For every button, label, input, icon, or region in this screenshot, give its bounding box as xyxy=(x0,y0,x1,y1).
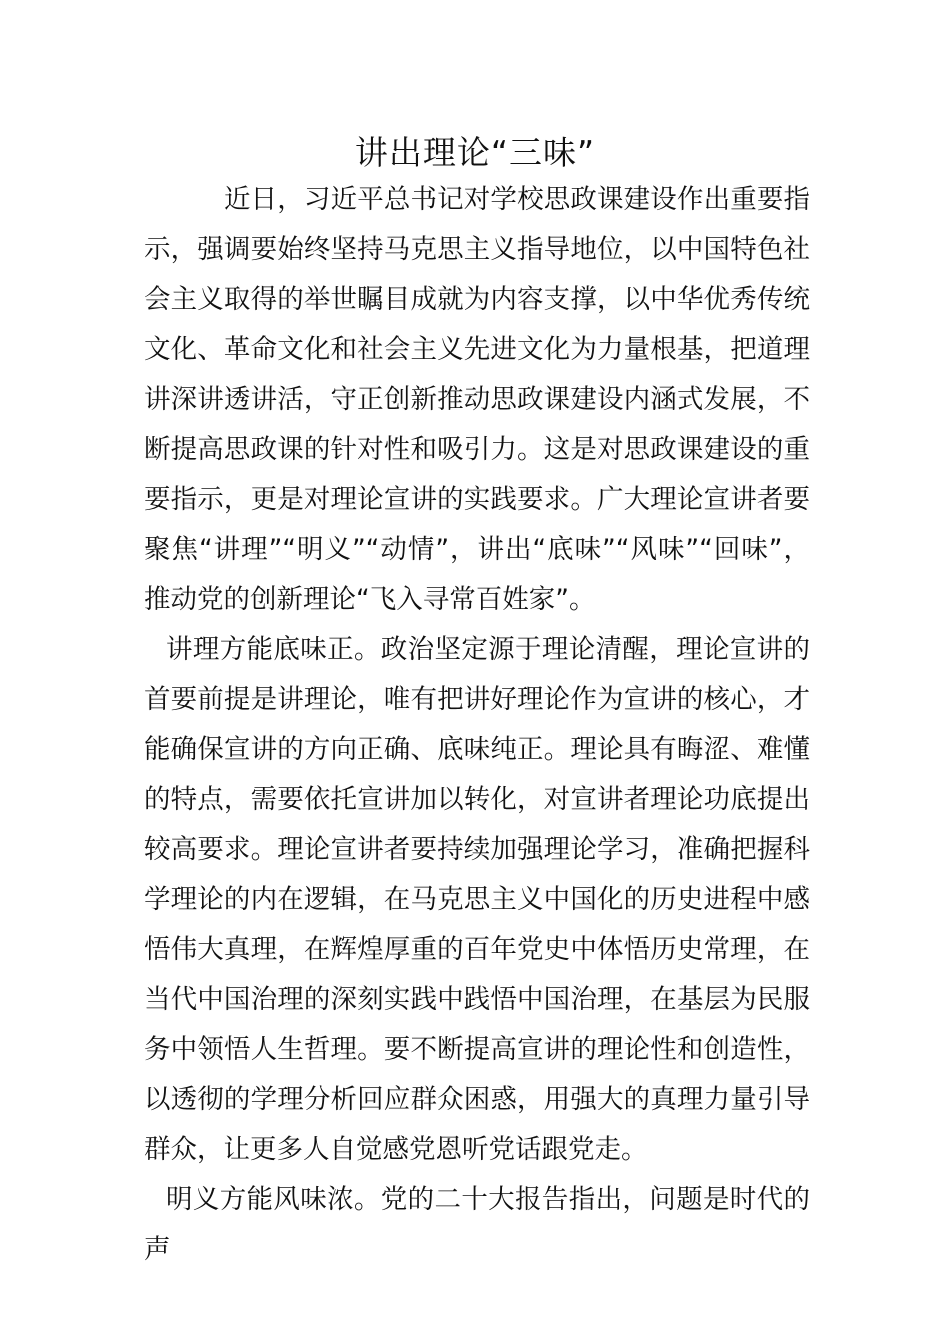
paragraph-jiangli: 讲理方能底味正。政治坚定源于理论清醒，理论宣讲的首要前提是讲理论，唯有把讲好理论作为宣讲的核心，才能确保宣讲的方向正确、底味纯正。理论具有晦涩、难懂的特点，需要依托宣讲加以转化，对宣讲者理论功底提出较高要求。理论宣讲者要持续加强理论学习，准确把握科学理论的内在逻辑，在马克思主义中国化的历史进程中感悟伟大真理，在辉煌厚重的百年党史中体悟历史常理，在当代中国治理的深刻实践中践悟中国治理，在基层为民服务中领悟人生哲理。要不断提高宣讲的理论性和创造性，以透彻的学理分析回应群众困惑，用强大的真理力量引导群众，让更多人自觉感党恩听党话跟党走。 xyxy=(144,634,810,1165)
paragraph-mingyi: 明义方能风味浓。党的二十大报告指出，问题是时代的声 xyxy=(144,1184,810,1265)
document-body xyxy=(144,175,810,1275)
paragraph-intro: 近日，习近平总书记对学校思政课建设作出重要指示，强调要始终坚持马克思主义指导地位，以中国特色社会主义取得的举世瞩目成就为内容支撑，以中华优秀传统文化、革命文化和社会主义先进文化为力量根基，把道理讲深讲透讲活，守正创新推动思政课建设内涵式发展，不断提高思政课的针对性和吸引力。这是对思政课建设的重要指示，更是对理论宣讲的实践要求。广大理论宣讲者要聚焦“讲理”“明义”“动情”，讲出“底味”“风味”“回味”，推动党的创新理论“飞入寻常百姓家”。 xyxy=(144,184,810,615)
document-title: 讲出理论“三味” xyxy=(354,133,596,172)
